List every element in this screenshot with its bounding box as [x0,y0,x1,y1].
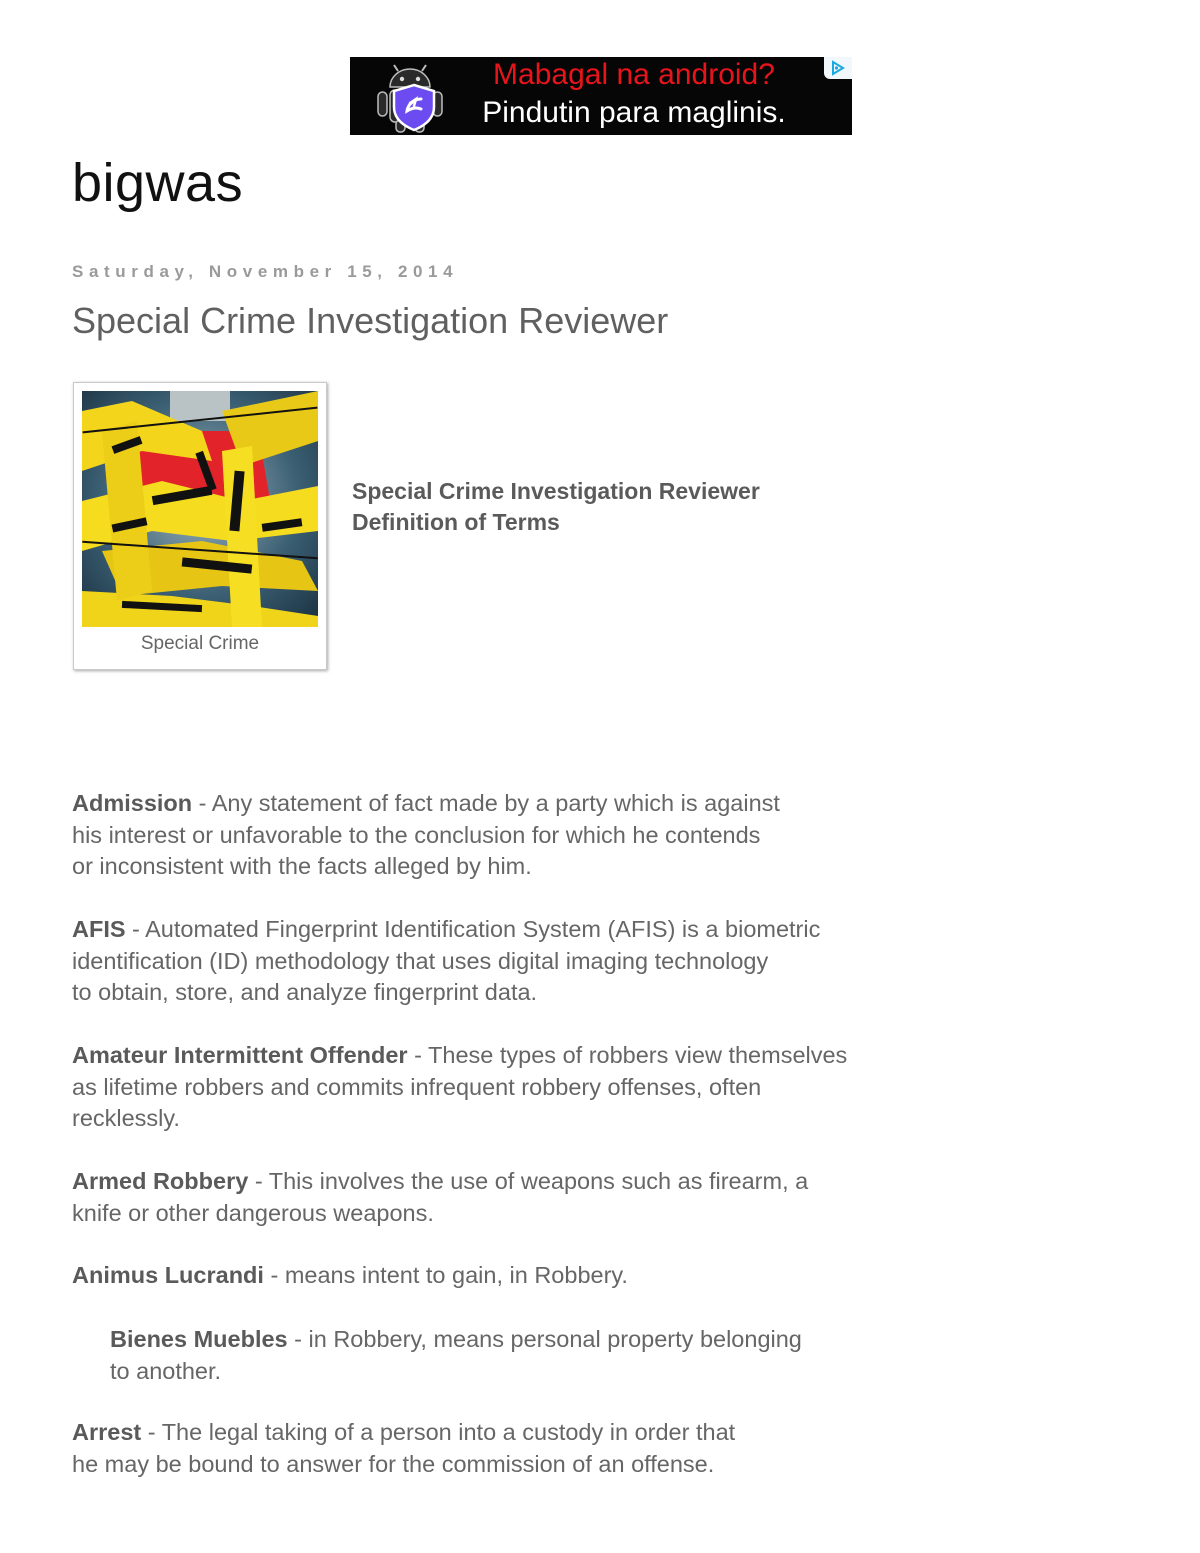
definition-text: knife or other dangerous weapons. [72,1199,434,1226]
definition-term: Admission [72,790,193,816]
ad-banner[interactable] [350,57,852,135]
ad-headline[interactable]: Mabagal na android? [493,58,775,91]
post-date: Saturday, November 15, 2014 [72,262,459,281]
crime-scene-tape-image[interactable] [82,391,318,627]
definition-term: Bienes Muebles [110,1326,288,1352]
post-image-figure [73,382,327,670]
intro-heading: Special Crime Investigation Reviewer [352,478,760,504]
definition-bienes-muebles [110,1324,802,1387]
definition-text: identification (ID) methodology that uses digital imaging technology [72,947,769,974]
definition-term: Amateur Intermittent Offender [72,1042,408,1068]
definition-text: he may be bound to answer for the commission of an offense. [72,1450,715,1477]
ad-subline[interactable]: Pindutin para maglinis. [482,96,786,129]
intro-subheading: Definition of Terms [352,509,560,535]
definition-text: his interest or unfavorable to the conclusion for which he contends [72,821,761,848]
definition-text: - The legal taking of a person into a custody in order that [141,1419,736,1445]
android-robot-icon [364,63,448,133]
definition-text: - This involves the use of weapons such as firearm, a [248,1168,809,1194]
post-title[interactable]: Special Crime Investigation Reviewer [72,300,669,341]
definition-text: to another. [110,1357,222,1384]
definition-text: recklessly. [72,1105,180,1131]
definition-text: - Automated Fingerprint Identification System (AFIS) is a biometric [125,916,821,942]
definition-text: - in Robbery, means personal property belonging [287,1326,802,1352]
definition-text: - means intent to gain, in Robbery. [263,1262,628,1288]
post-intro [352,476,760,538]
definition-text: or inconsistent with the facts alleged by him. [72,853,532,879]
definition-term: Animus Lucrandi [72,1262,264,1288]
definition-text: as lifetime robbers and commits infrequent robbery offenses, often [72,1073,762,1100]
definition-term: Arrest [72,1419,142,1445]
definition-armed-robbery [72,1166,808,1229]
adchoices-icon[interactable] [824,57,852,79]
definition-amateur-intermittent-offender [72,1040,847,1135]
image-caption: Special Crime [140,633,260,654]
definition-text: - Any statement of fact made by a party which is against [192,790,780,816]
definition-text: to obtain, store, and analyze fingerprint data. [72,979,538,1005]
definition-term: Armed Robbery [72,1168,249,1194]
definition-afis [72,914,820,1009]
definition-term: AFIS [72,916,126,942]
definition-admission [72,788,780,883]
definition-text: - These types of robbers view themselves [407,1042,848,1068]
blog-title[interactable]: bigwas [72,153,244,213]
definition-animus-lucrandi [72,1260,628,1292]
definition-arrest [72,1417,735,1480]
